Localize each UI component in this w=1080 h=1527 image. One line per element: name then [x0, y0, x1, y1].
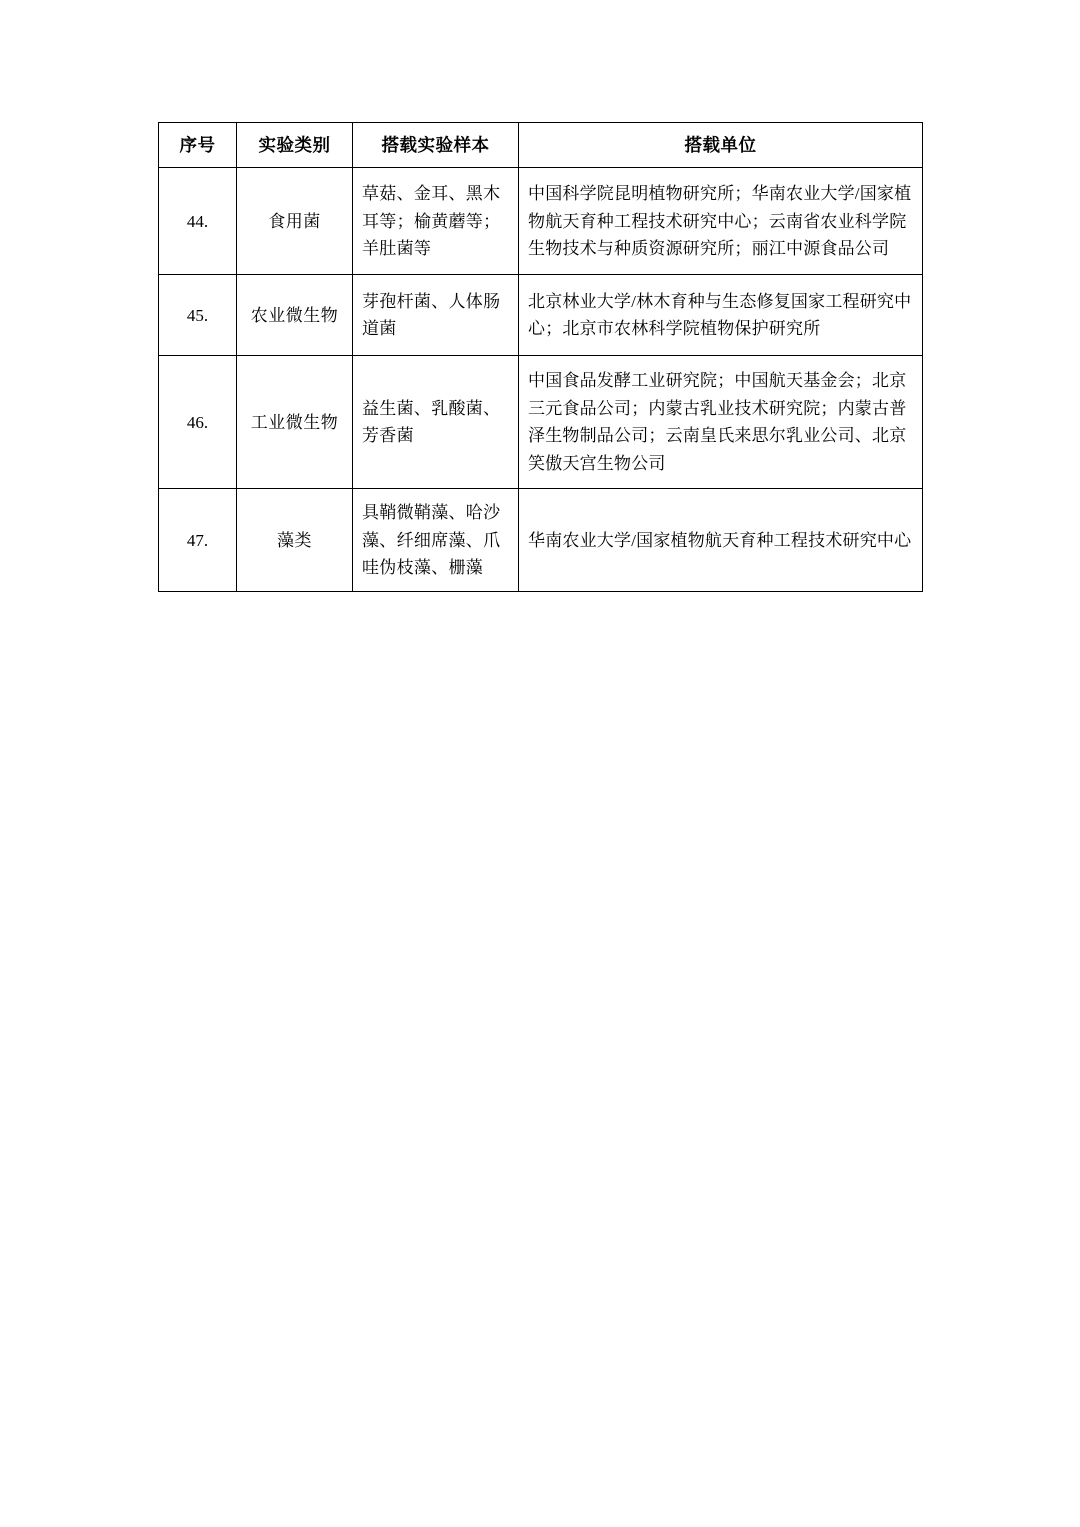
cell-type: 藻类: [237, 489, 353, 592]
cell-unit: 北京林业大学/林木育种与生态修复国家工程研究中心；北京市农林科学院植物保护研究所: [519, 275, 923, 356]
table-header-row: [159, 123, 923, 168]
experiment-payload-table-container: [158, 122, 922, 592]
cell-type: 农业微生物: [237, 275, 353, 356]
cell-index: 47.: [159, 489, 237, 592]
column-header-sample: 搭载实验样本: [353, 123, 519, 168]
table-row: [159, 356, 923, 489]
cell-sample: 草菇、金耳、黑木耳等；榆黄蘑等；羊肚菌等: [353, 168, 519, 275]
cell-sample: 芽孢杆菌、人体肠道菌: [353, 275, 519, 356]
column-header-index: 序号: [159, 123, 237, 168]
cell-sample: 具鞘微鞘藻、哈沙藻、纤细席藻、爪哇伪枝藻、栅藻: [353, 489, 519, 592]
experiment-payload-table: [158, 122, 923, 592]
cell-sample: 益生菌、乳酸菌、芳香菌: [353, 356, 519, 489]
cell-index: 46.: [159, 356, 237, 489]
cell-index: 45.: [159, 275, 237, 356]
table-row: [159, 168, 923, 275]
table-row: [159, 275, 923, 356]
column-header-unit: 搭载单位: [519, 123, 923, 168]
cell-type: 食用菌: [237, 168, 353, 275]
cell-unit: 中国科学院昆明植物研究所；华南农业大学/国家植物航天育种工程技术研究中心；云南省农业科学院生物技术与种质资源研究所；丽江中源食品公司: [519, 168, 923, 275]
column-header-type: 实验类别: [237, 123, 353, 168]
cell-type: 工业微生物: [237, 356, 353, 489]
cell-unit: 华南农业大学/国家植物航天育种工程技术研究中心: [519, 489, 923, 592]
cell-unit: 中国食品发酵工业研究院；中国航天基金会；北京三元食品公司；内蒙古乳业技术研究院；内蒙古普泽生物制品公司；云南皇氏来思尔乳业公司、北京笑傲天宫生物公司: [519, 356, 923, 489]
table-row: [159, 489, 923, 592]
cell-index: 44.: [159, 168, 237, 275]
